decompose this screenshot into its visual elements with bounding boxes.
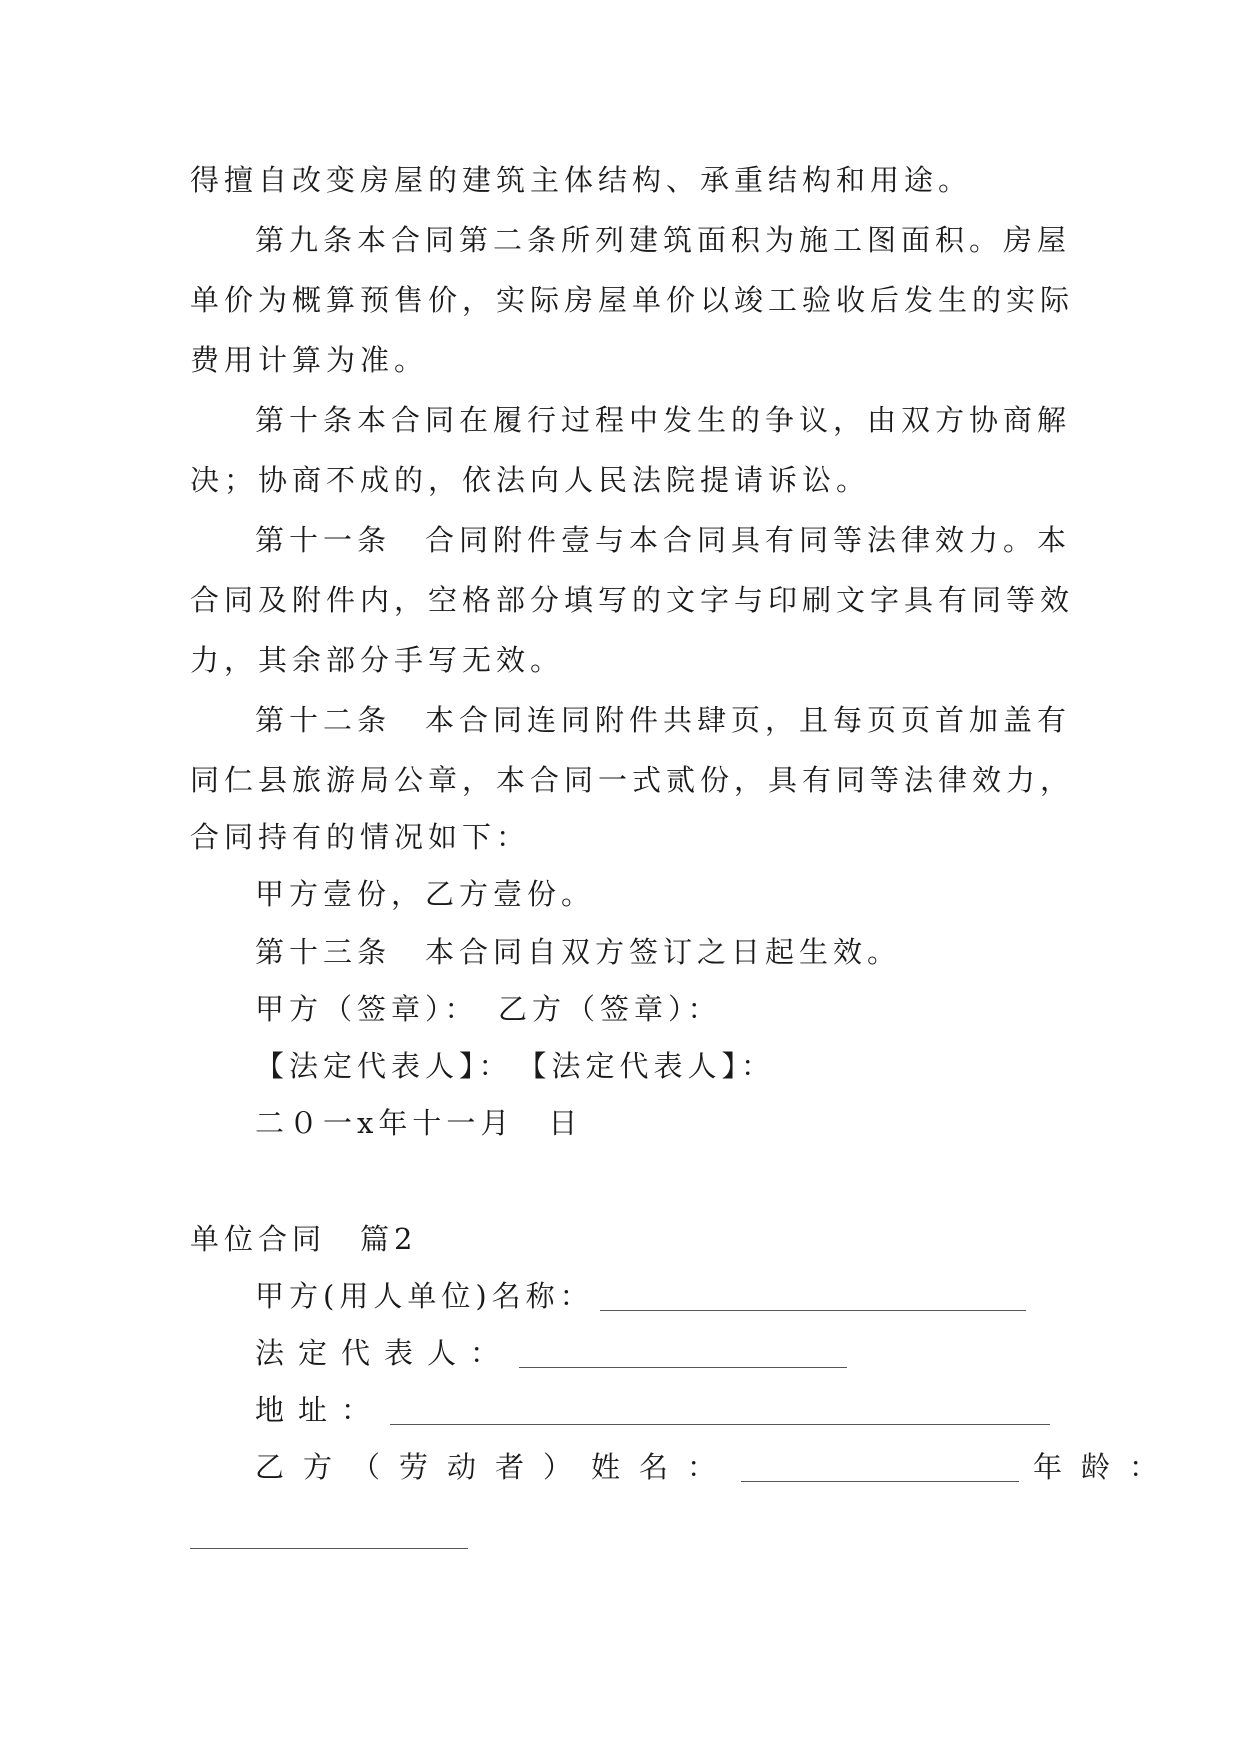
text-line: 甲方壹份，乙方壹份。 <box>255 877 596 911</box>
signature-line: 甲方（签章）： 乙方（签章）： <box>255 992 722 1026</box>
text-line: 合同持有的情况如下： <box>190 820 531 854</box>
section-heading: 单位合同 篇2 <box>190 1222 418 1256</box>
text-line: 力，其余部分手写无效。 <box>190 643 565 677</box>
text-line: 第九条本合同第二条所列建筑面积为施工图面积。房屋 <box>255 223 1072 257</box>
text-line: 单价为概算预售价，实际房屋单价以竣工验收后发生的实际 <box>190 283 1075 317</box>
employer-name-row <box>255 1279 1026 1313</box>
employer-name-label: 甲方(用人单位)名称： <box>255 1279 594 1313</box>
date-line: 二０一x年十一月 日 <box>255 1106 583 1140</box>
text-line: 同仁县旅游局公章，本合同一式贰份，具有同等法律效力， <box>190 763 1075 797</box>
address-blank[interactable] <box>390 1400 1050 1425</box>
legal-rep-line: 【法定代表人】： 【法定代表人】： <box>255 1049 776 1083</box>
employee-row <box>255 1450 1178 1484</box>
address-row <box>255 1393 1050 1427</box>
text-line: 得擅自改变房屋的建筑主体结构、承重结构和用途。 <box>190 163 973 197</box>
text-line: 决；协商不成的，依法向人民法院提请诉讼。 <box>190 463 871 497</box>
legal-rep-blank[interactable] <box>519 1343 847 1368</box>
age-blank[interactable] <box>190 1548 468 1549</box>
age-label: 年龄： <box>1033 1450 1178 1484</box>
employee-name-blank[interactable] <box>741 1457 1019 1482</box>
text-line: 第十二条 本合同连同附件共肆页，且每页页首加盖有 <box>255 703 1072 737</box>
employer-name-blank[interactable] <box>600 1286 1026 1311</box>
legal-rep-row <box>255 1336 847 1370</box>
legal-rep-label: 法定代表人： <box>255 1336 514 1370</box>
address-label: 地址： <box>255 1393 385 1427</box>
text-line: 第十条本合同在履行过程中发生的争议，由双方协商解 <box>255 403 1072 437</box>
text-line: 第十三条 本合同自双方签订之日起生效。 <box>255 935 902 969</box>
text-line: 合同及附件内，空格部分填写的文字与印刷文字具有同等效 <box>190 583 1075 617</box>
text-line: 第十一条 合同附件壹与本合同具有同等法律效力。本 <box>255 523 1072 557</box>
text-line: 费用计算为准。 <box>190 343 429 377</box>
employee-name-label: 乙方（劳动者）姓名： <box>255 1450 736 1484</box>
